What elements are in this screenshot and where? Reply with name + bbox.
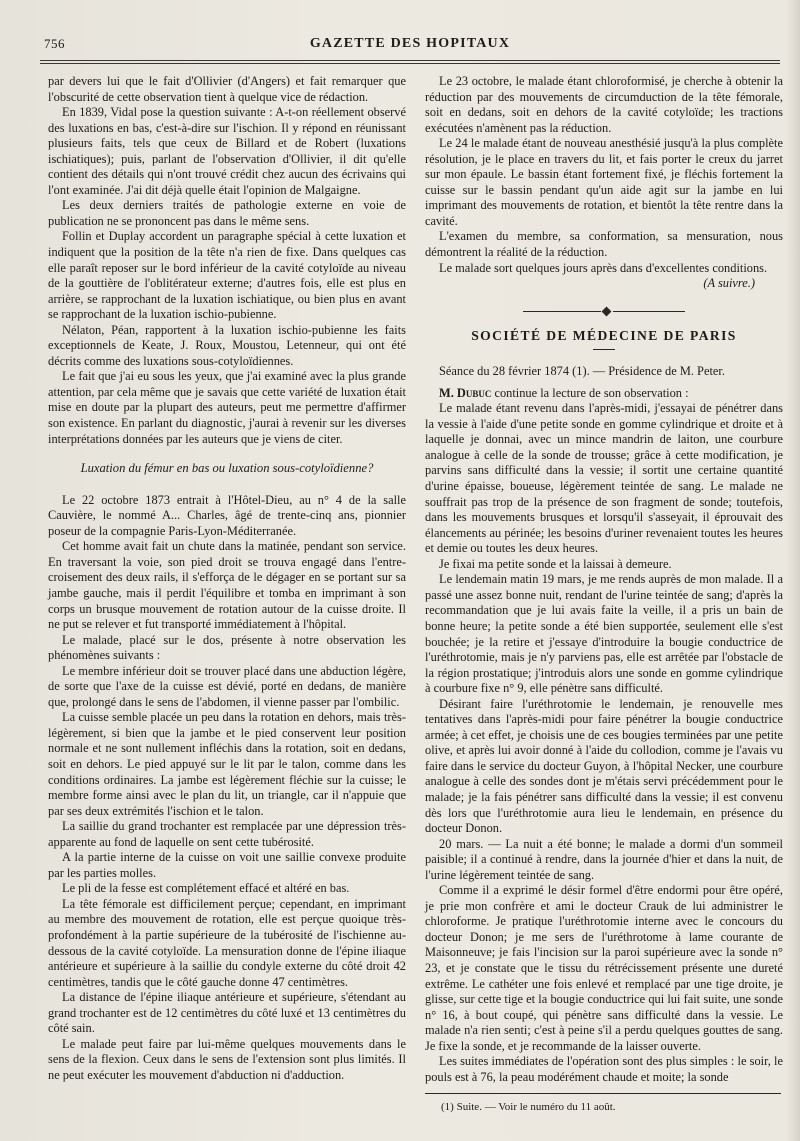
paragraph: Le 22 octobre 1873 entrait à l'Hôtel-Dieu, au n° 4 de la salle Cauvière, le nommé A... Charles, âgé de trente-cinq ans, pionnier poseur de la compagnie Paris-Lyon-Méditerranée. [48, 492, 406, 538]
paragraph: 20 mars. — La nuit a été bonne; le malade a dormi d'un sommeil paisible; il a continué à rendre, dans la journée d'hier et dans la nuit, de l'urine légèrement teintée de sang. [425, 836, 783, 882]
page-edge-shadow [786, 0, 800, 1141]
paragraph: Le fait que j'ai eu sous les yeux, que j'ai examiné avec la plus grande attention, par cela même que je savais que cette variété de luxation était mise en doute par la plupart des auteurs, peut me permettre d'affirmer son existence. En parlant du diagnostic, j'aurai à revenir sur les diverses interprétations données par les auteurs que je viens de citer. [48, 369, 406, 446]
right-column [425, 74, 783, 1116]
left-column [48, 74, 406, 1083]
paragraph: Les suites immédiates de l'opération sont des plus simples : le soir, le pouls est à 76, la peau modérément chaude et moite; la sonde [425, 1054, 783, 1084]
paragraph: Le lendemain matin 19 mars, je me rends auprès de mon malade. Il a passé une assez bonne nuit, rendant de l'urine teintée de sang; d'après la recommandation que je lui avais faite la veille, il a pris un bain de bonne heure; la petite sonde a été bien supportée, seulement elle s'est bouchée; je la retire et j'essaye d'introduire la bougie conductrice de l'uréthrotomie, mais je n'y parviens pas, elle est arrêtée par l'obstacle de la région prostatique; j'introduis alors une sonde en gomme cylindrique à courbure fixe n° 9, elle pénètre sans difficulté. [425, 572, 783, 696]
footnote-rule [425, 1093, 781, 1094]
paragraph: Le malade peut faire par lui-même quelques mouvements dans le sens de la flexion. Ceux dans le sens de l'extension sont plus limités. Il ne peut exécuter les mouvement d'abduction ni d'adduction. [48, 1036, 406, 1082]
paragraph: Les deux derniers traités de pathologie externe en voie de publication ne se prononcent pas dans le même sens. [48, 198, 406, 228]
paragraph: Le pli de la fesse est complétement effacé et altéré en bas. [62, 881, 350, 896]
paragraph: Le membre inférieur doit se trouver placé dans une abduction légère, de sorte que l'axe de la cuisse est dévié, porté en dedans, de manière que, prolongé dans le sens de l'abdomen, il vienne passer par l'ombilic. [48, 663, 406, 709]
short-rule [593, 349, 615, 350]
paragraph: Désirant faire l'uréthrotomie le lendemain, je renouvelle mes tentatives dans l'après-midi pour faire pénétrer la bougie conductrice armée; à cet effet, je choisis une de ces bougies terminées par une petite olive, et après lui avoir donné à l'aide du collodion, comme je l'avais vu faire dans le service du docteur Guyon, à l'hôpital Necker, une courbure analogue à celle des sondes dont je m'étais servi précédemment pour le malade; je la fais pénétrer sans difficulté dans la vessie; il est convenu dès lors que l'uréthrotomie aura lieu le lendemain, en présence du docteur Donon. [425, 696, 783, 836]
paragraph: Nélaton, Péan, rapportent à la luxation ischio-pubienne les faits exceptionnels de Keate, J. Roux, Moustou, Letenneur, qui ont été décrits comme des luxations sous-cotyloïdiennes. [48, 322, 406, 368]
paragraph: Cet homme avait fait un chute dans la matinée, pendant son service. En traversant la voie, son pied droit se trouva engagé dans l'entre-croisement des deux rails, il s'efforça de le dégager en se portant sur sa jambe gauche, mais il perdit l'équilibre et tomba en imprimant à son corps un brusque mouvement de rotation autour de la cuisse droite. Il ne put se relever et fut transporté immédiatement à l'hôpital. [48, 539, 406, 632]
paragraph: La saillie du grand trochanter est remplacée par une dépression très-apparente au fond de laquelle on sent cette tubérosité. [48, 819, 406, 849]
section-subheading: Luxation du fémur en bas ou luxation sous-cotyloïdienne? [80, 461, 374, 476]
paragraph: par devers lui que le fait d'Ollivier (d'Angers) et fait remarquer que l'obscurité de cette observation tient à quelque vice de rédaction. [48, 74, 406, 104]
paragraph: Le 24 le malade étant de nouveau anesthésié jusqu'à la plus complète résolution, je le place en travers du lit, et fais porter le creux du jarret sur mon épaule. Le bassin étant fortement fixé, je fléchis fortement la cuisse sur le bassin pendant qu'un aide agit sur la jambe en lui imprimant des mouvements de rotation, et bientôt la tête rentre dans la cavité. [425, 136, 783, 228]
paragraph: En 1839, Vidal pose la question suivante : A-t-on réellement observé des luxations en bas, c'est-à-dire sur l'ischion. Il y répond en réunissant plusieurs faits, tels que ceux de Billard et de Robert (luxations ischiatiques); puis, parlant de l'observation d'Ollivier, il dit qu'elle contient des détails qui n'ont trouvé crédit chez aucun des écrivains qui l'ont examinée. J'ai dit déjà quelle était l'opinion de Malgaigne. [48, 105, 406, 197]
paragraph: A la partie interne de la cuisse on voit une saillie convexe produite par les parties molles. [48, 850, 406, 880]
paragraph: Comme il a exprimé le désir formel d'être endormi pour être opéré, je prie mon confrère et ami le docteur Crauk de lui administrer le chloroforme. Je pratique l'uréthrotomie interne avec le concours du docteur Donon; je me sers de l'uréthrotome à lame courante de Maisonneuve; je fais l'incision sur la paroi supérieure avec la sonde n° 23, et je constate que le tissu du rétrécissement présente une dureté extrême. Le cathéter une fois enlevé et remplacé par une tige droite, je glisse, sur cette tige et la bougie conductrice qui lui fait suite, une sonde n° 16, à bout coupé, qui pénètre sans difficulté dans la vessie. Le malade n'a rien senti; c'est à peine s'il a perdu quelques gouttes de sang. Je fixe la sonde, et je recommande de la laisser ouverte. [425, 883, 783, 1053]
ornament-line-left [523, 311, 601, 312]
paragraph: Le malade sort quelques jours après dans d'excellentes conditions. [439, 260, 768, 275]
speaker-intro [425, 386, 783, 402]
header-rule-bottom [40, 63, 780, 64]
paragraph: Le 23 octobre, le malade étant chloroformisé, je cherche à obtenir la réduction par des mouvements de circumduction de la tête fémorale, soit en dedans, soit en dehors de la cavité cotyloïde; les tractions exécutées n'amènent pas la réduction. [425, 74, 783, 135]
session-line: Séance du 28 février 1874 (1). — Présidence de M. Peter. [439, 364, 725, 379]
ornament-line-right [613, 311, 685, 312]
paragraph: La cuisse semble placée un peu dans la rotation en dehors, mais très-légèrement, si bien que la jambe et le pied conservent leur position normale et ne sont nullement infléchis dans la rotation, soit en dedans, soit en dehors. Le pied appuyé sur le lit par le talon, comme dans les conditions ordinaires. La jambe est légèrement fléchie sur la cuisse; le membre forme ainsi avec le plan du lit, un triangle, car il n'appuie que par ses deux extrémités l'ischion et le talon. [48, 710, 406, 818]
page-header [40, 32, 780, 58]
speaker-name: M. Dubuc [439, 385, 492, 400]
ornament-divider [425, 306, 783, 318]
page-number: 756 [44, 36, 65, 51]
ornament-diamond-icon [602, 306, 612, 316]
paragraph: La tête fémorale est difficilement perçue; cependant, en imprimant au membre des mouvement de rotation, elle est perçue quoique très-profondément à la partie supérieure de la tubérosité de l'ischienne au-dessous de la cavité cotyloïde. La mensuration donne de l'épine iliaque antérieure et supérieure à la saillie du condyle externe du côté droit 42 centimètres, tandis que le côté gauche donne 47 centimètres. [48, 896, 406, 989]
society-heading: SOCIÉTÉ DE MÉDECINE DE PARIS [471, 327, 737, 343]
paragraph: La distance de l'épine iliaque antérieure et supérieure, s'étendant au grand trochanter est de 12 centimètres du côté luxé et 13 centimètres du côté sain. [48, 990, 406, 1036]
paragraph: Le malade étant revenu dans l'après-midi, j'essayai de pénétrer dans la vessie à l'aide d'une petite sonde en gomme cylindrique et droite et à laquelle je donnai, avec un mince mandrin de laiton, une courbure analogue à celle de la sonde de trousse; grâce à cette modification, je parvins sans difficulté dans la vessie; il sortit une certaine quantité d'urine épaisse, boueuse, légèrement teintée de sang. Le malade ne souffrait pas trop de la présence de son fragment de sonde; toutefois, dans les mouvements brusques et lorsqu'il s'asseyait, il éprouvait des élancements au périnée; les besoins d'uriner revenaient toutes les heures et demie ou toutes les deux heures. [425, 401, 783, 556]
paragraph: L'examen du membre, sa conformation, sa mensuration, nous démontrent la réalité de la réduction. [425, 229, 783, 260]
paragraph: Follin et Duplay accordent un paragraphe spécial à cette luxation et indiquent que la position de la tête n'a rien de fixe. Dans quelques cas elle paraît reposer sur le bord inférieur de la cavité cotyloïde au niveau de la gouttière de l'oblitérateur externe; d'autres fois, elle est plus en arrière, se rapprochant de la luxation ischiatique, ou bien plus en avant se rapprochant de la luxation ischio-pubienne. [48, 229, 406, 322]
to-be-continued: (A suivre.) [703, 276, 755, 291]
footnote: (1) Suite. — Voir le numéro du 11 août. [441, 1101, 616, 1114]
paragraph: Le malade, placé sur le dos, présente à notre observation les phénomènes suivants : [48, 632, 406, 663]
speaker-intro-text: continue la lecture de son observation : [494, 385, 689, 400]
journal-title: GAZETTE DES HOPITAUX [309, 36, 511, 51]
header-rule-top [40, 60, 780, 61]
paragraph: Je fixai ma petite sonde et la laissai à demeure. [439, 556, 672, 571]
